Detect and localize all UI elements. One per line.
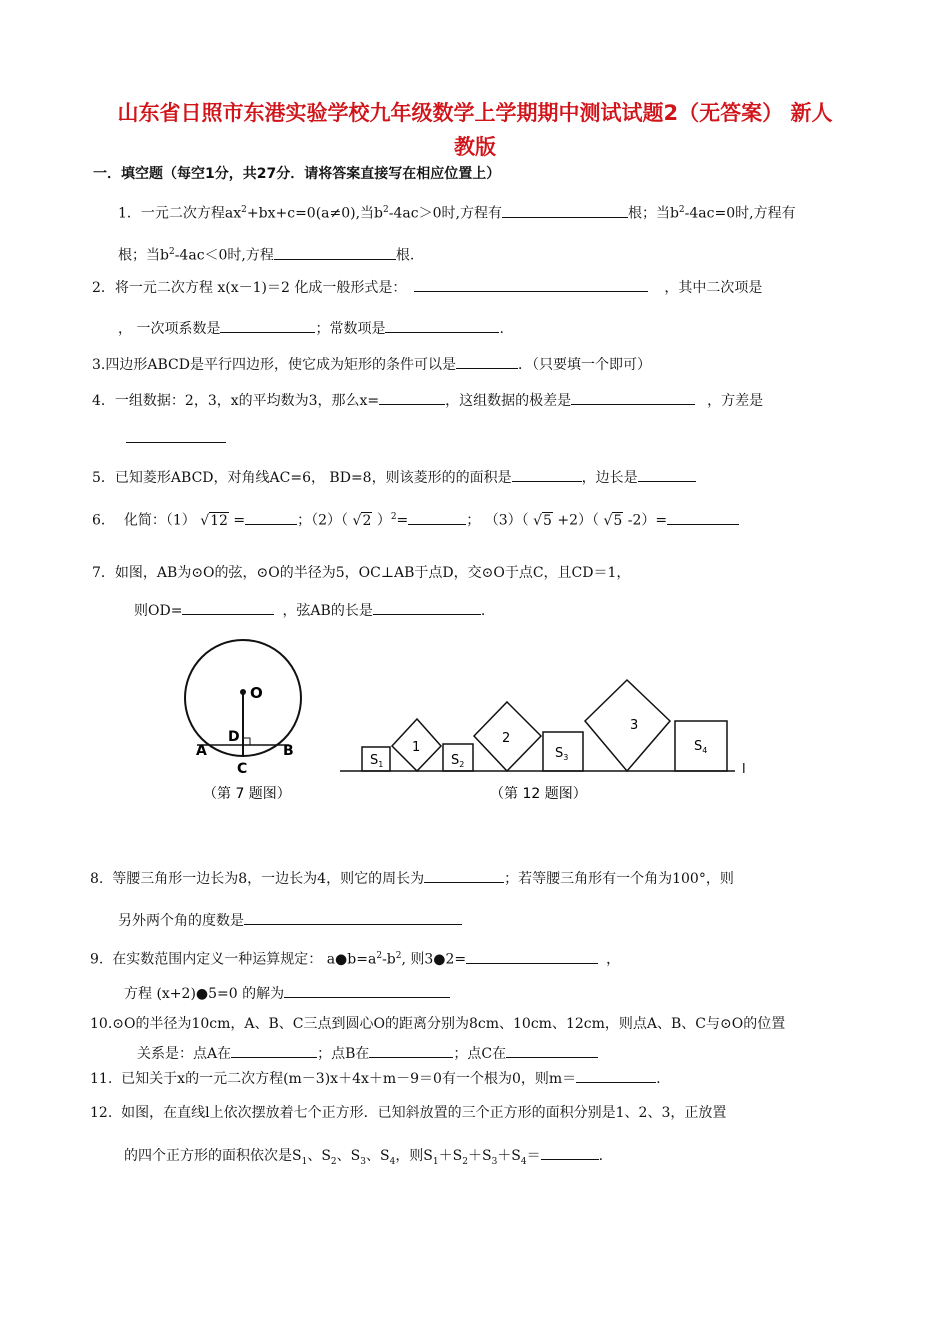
- figure-7-caption: （第 7 题图）: [203, 786, 291, 802]
- answer-blank[interactable]: [284, 983, 450, 998]
- answer-blank[interactable]: [506, 1043, 598, 1058]
- question-9-line-1: 9. 在实数范围内定义一种运算规定： $a●b=a^2-b^2$, 则3●2= ，: [90, 946, 620, 970]
- question-2-line-2: ， 一次项系数是 ；常数项是 .: [118, 318, 504, 339]
- label-s4: $S_4$: [694, 739, 708, 755]
- question-10-line-2: 关系是：点A在 ；点B在 ；点C在: [137, 1043, 598, 1064]
- answer-blank[interactable]: [466, 949, 598, 964]
- question-2-line-1: 2．将一元二次方程 x(x－1)＝2 化成一般形式是： ，其中二次项是: [92, 277, 762, 298]
- answer-blank[interactable]: [182, 600, 274, 615]
- answer-blank[interactable]: [414, 277, 648, 292]
- question-7-line-1: 7．如图，AB为⊙O的弦，⊙O的半径为5，OC⊥AB于点D，交⊙O于点C，且CD＝1，: [92, 565, 631, 581]
- label-b: B: [283, 743, 294, 759]
- question-4-line-1: 4．一组数据：2，3，x的平均数为3，那么x= ，这组数据的极差是 ，方差是: [92, 390, 763, 411]
- label-tilted-1: 1: [412, 740, 421, 755]
- label-a: A: [196, 743, 207, 759]
- question-7-line-2: 则OD= ，弦AB的长是 .: [134, 600, 485, 621]
- question-5: 5．已知菱形ABCD，对角线AC=6， BD=8，则该菱形的的面积是 ，边长是: [92, 467, 696, 488]
- question-6: 6． 化简：（1） √12 = ；（2）（ √2 ）$^2$= ； （3）（ √5 +2）（ √5 -2）=: [92, 507, 739, 531]
- question-8-line-1: 8. 等腰三角形一边长为8，一边长为4，则它的周长为 ；若等腰三角形有一个角为100°，则: [90, 868, 734, 889]
- answer-blank[interactable]: [456, 354, 518, 369]
- question-1-line-2: 根；当$b^2-4ac<0$时,方程 根.: [118, 242, 414, 266]
- label-tilted-3: 3: [630, 718, 639, 733]
- title-line-2: 教版: [454, 135, 496, 159]
- title-line-1: 山东省日照市东港实验学校九年级数学上学期期中测试试题2（无答案） 新人: [117, 101, 833, 125]
- answer-blank[interactable]: [369, 1043, 453, 1058]
- answer-blank[interactable]: [408, 510, 466, 525]
- answer-blank[interactable]: [638, 467, 696, 482]
- answer-blank[interactable]: [512, 467, 582, 482]
- question-3: 3.四边形ABCD是平行四边形，使它成为矩形的条件可以是 ．（只要填一个即可）: [92, 354, 651, 375]
- label-line-l: l: [742, 762, 746, 777]
- sqrt-12: √12: [200, 512, 228, 529]
- answer-blank[interactable]: [385, 318, 499, 333]
- label-s2: $S_2$: [451, 753, 465, 769]
- answer-blank[interactable]: [220, 318, 315, 333]
- figure-7-circle-diagram: [185, 640, 301, 802]
- answer-blank[interactable]: [245, 510, 297, 525]
- sqrt-2: √2: [352, 512, 372, 529]
- answer-blank[interactable]: [373, 600, 481, 615]
- question-12-line-1: 12. 如图，在直线l上依次摆放着七个正方形．已知斜放置的三个正方形的面积分别是1、2、3，正放置: [90, 1105, 727, 1121]
- label-c: C: [237, 761, 248, 777]
- figure-12-caption: （第 12 题图）: [490, 786, 587, 802]
- section-heading: 一．填空题（每空1分，共27分．请将答案直接写在相应位置上）: [93, 166, 501, 182]
- answer-blank[interactable]: [244, 910, 462, 925]
- figures: [0, 630, 950, 810]
- label-tilted-2: 2: [502, 731, 511, 746]
- question-10-line-1: 10.⊙O的半径为10cm，A、B、C三点到圆心O的距离分别为8cm、10cm、12cm，则点A、B、C与⊙O的位置: [90, 1016, 786, 1032]
- answer-blank[interactable]: [126, 428, 226, 443]
- answer-blank[interactable]: [274, 245, 396, 260]
- label-o: O: [250, 684, 263, 702]
- answer-blank[interactable]: [379, 390, 445, 405]
- figure-12-squares-diagram: [340, 680, 735, 771]
- question-12-line-2: 的四个正方形的面积依次是$S_1$、$S_2$、$S_3$、$S_4$，则$S_1+S_2+S_3+S_4=$ .: [124, 1145, 603, 1172]
- question-8-line-2: 另外两个角的度数是: [118, 910, 462, 931]
- question-11: 11. 已知关于x的一元二次方程(m－3)x＋4x＋m－9＝0有一个根为0，则m＝ .: [90, 1068, 661, 1089]
- sqrt-5: √5: [533, 512, 552, 529]
- answer-blank[interactable]: [667, 510, 739, 525]
- answer-blank[interactable]: [576, 1068, 656, 1083]
- question-1-line-1: 1．一元二次方程$ax^2+bx+c=0(a\ne 0)$,当$b^2-4ac>0$时,方程有 根；当$b^2-4ac=0$时,方程有: [118, 200, 796, 224]
- question-4-line-2: [126, 428, 226, 449]
- label-s3: $S_3$: [555, 746, 569, 762]
- answer-blank[interactable]: [424, 868, 504, 883]
- answer-blank[interactable]: [541, 1145, 599, 1160]
- label-d: D: [228, 729, 240, 745]
- answer-blank[interactable]: [502, 203, 628, 218]
- answer-blank[interactable]: [231, 1043, 317, 1058]
- question-9-line-2: 方程 (x+2)●5=0 的解为: [124, 983, 450, 1004]
- answer-blank[interactable]: [571, 390, 695, 405]
- sqrt-5: √5: [603, 512, 623, 529]
- label-s1: $S_1$: [370, 753, 384, 769]
- document-title: [0, 96, 950, 164]
